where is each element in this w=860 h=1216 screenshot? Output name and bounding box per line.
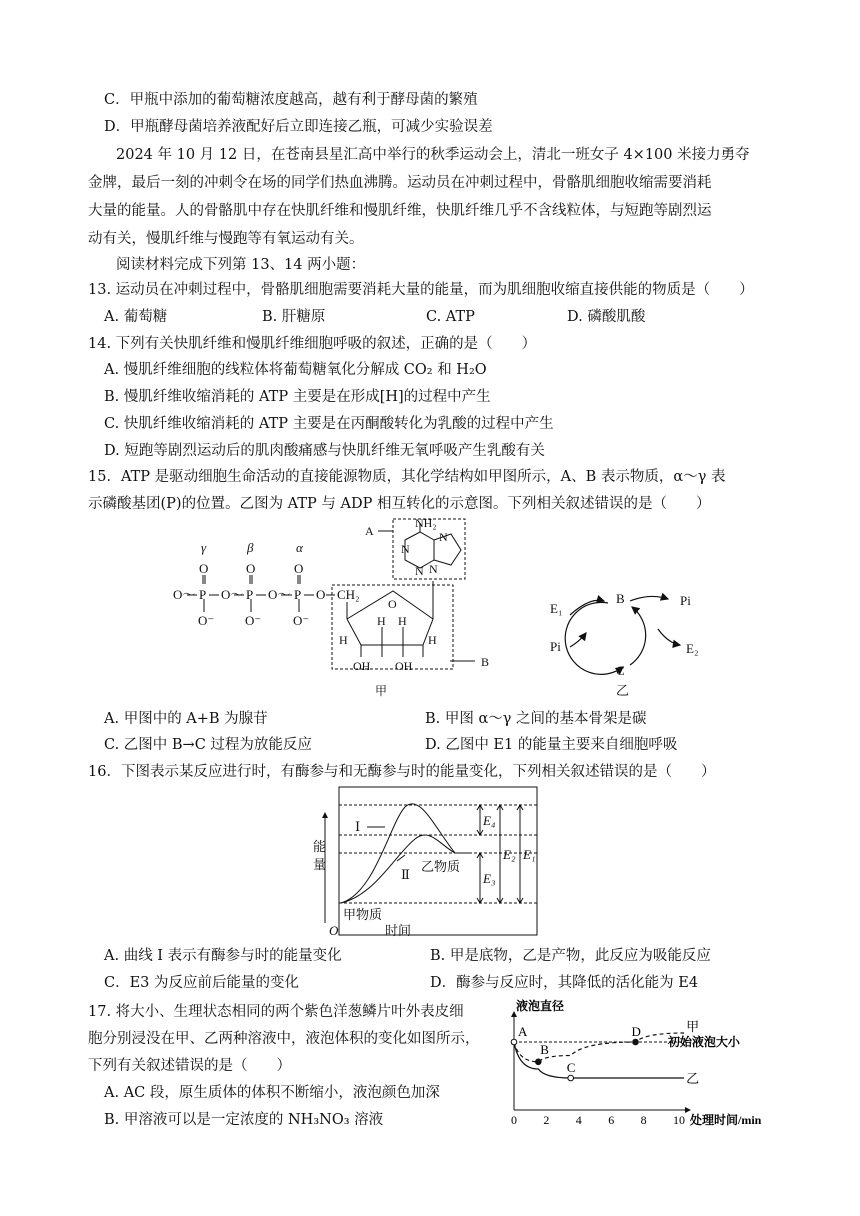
- n-atom-3: N: [415, 564, 424, 578]
- series-label-jia: 甲: [686, 1019, 700, 1034]
- q16-stem: 16．下图表示某反应进行时，有酶参与和无酶参与时的能量变化，下列相关叙述错误的是（ ）: [88, 764, 716, 780]
- h-3: H: [398, 614, 407, 628]
- q14-stem: 14. 下列有关快肌纤维和慢肌纤维细胞呼吸的叙述，正确的是（ ）: [88, 336, 537, 352]
- q15-option-a: A. 甲图中的 A+B 为腺苷: [104, 711, 268, 727]
- enzyme-energy-figure: [305, 783, 545, 943]
- q17-stem-line-1: 17. 将大小、生理状态相同的两个紫色洋葱鳞片叶外表皮细: [88, 1004, 464, 1020]
- x-tick-label: 0: [511, 1113, 517, 1127]
- c-node: C: [616, 663, 625, 678]
- ylabel-energy-2: 量: [313, 857, 327, 872]
- q16-option-d: D．酶参与反应时，其降低的活化能为 E4: [430, 975, 699, 991]
- passage-line-1: 2024 年 10 月 12 日，在苍南县星汇高中举行的秋季运动会上，清北一班女子 4×100 米接力勇夺: [116, 147, 750, 163]
- q16-option-c: C．E3 为反应前后能量的变化: [104, 975, 300, 991]
- h-4: H: [428, 633, 437, 647]
- chart-xlabel: 处理时间/min: [690, 1113, 762, 1127]
- n-atom-4: N: [429, 562, 438, 576]
- prev-option-c: C．甲瓶中添加的葡萄糖浓度越高，越有利于酵母菌的繁殖: [104, 92, 478, 108]
- q13-option-b: B. 肝糖原: [262, 309, 326, 325]
- n-atom-1: N: [401, 542, 410, 556]
- alpha-label: α: [296, 540, 303, 555]
- vacuole-diameter-chart: [500, 998, 770, 1133]
- xlabel-time: 时间: [385, 923, 412, 938]
- x-tick-label: 2: [543, 1113, 550, 1127]
- substrate-label: 甲物质: [343, 907, 383, 922]
- gamma-label: γ: [201, 540, 207, 555]
- x-tick-label: 6: [608, 1113, 615, 1127]
- e3-label: E₃: [483, 871, 496, 886]
- label-a: A: [365, 524, 374, 538]
- atp-structure-figure: [165, 515, 520, 700]
- ch2-label: CH₂: [337, 587, 360, 602]
- nh2-label: NH₂: [415, 516, 437, 530]
- pi-out-label: Pi: [680, 593, 691, 608]
- q13-option-a: A. 葡萄糖: [104, 309, 168, 325]
- passage-line-4: 动有关，慢肌纤维与慢跑等有氧运动有关。: [88, 231, 364, 247]
- pi-in-label: Pi: [550, 639, 561, 654]
- x-tick-label: 8: [640, 1113, 647, 1127]
- q13-stem: 13. 运动员在冲刺过程中，骨骼肌细胞需要消耗大量的能量，而为肌细胞收缩直接供能的物质是（ ）: [88, 282, 754, 298]
- n-atom-2: N: [439, 530, 448, 544]
- q17-option-b: B. 甲溶液可以是一定浓度的 NH₃NO₃ 溶液: [104, 1112, 384, 1128]
- o-minus-alpha: O⁻: [293, 613, 310, 628]
- h-1: H: [339, 633, 348, 647]
- q14-option-d: D. 短跑等剧烈运动后的肌肉酸痛感与快肌纤维无氧呼吸产生乳酸有关: [104, 443, 545, 459]
- ring-oxygen: O: [388, 597, 397, 611]
- q15-option-c: C. 乙图中 B→C 过程为放能反应: [104, 737, 312, 753]
- q13-option-d: D. 磷酸肌酸: [567, 309, 646, 325]
- e2-label: E₂: [686, 641, 699, 656]
- o-terminal: O～: [173, 587, 196, 602]
- curve-i-label: Ⅰ: [355, 819, 361, 834]
- b-node: B: [616, 591, 625, 606]
- p-beta: P: [246, 587, 254, 602]
- q14-option-b: B. 慢肌纤维收缩消耗的 ATP 主要是在形成[H]的过程中产生: [104, 389, 491, 405]
- p-alpha: P: [294, 587, 302, 602]
- o-bridge-2: O～: [268, 587, 291, 602]
- point-label-b: B: [540, 1041, 549, 1057]
- point-a: [511, 1039, 517, 1045]
- q13-option-c: C. ATP: [426, 309, 475, 325]
- o-top-beta: O: [246, 561, 256, 576]
- h-2: H: [377, 614, 386, 628]
- point-label-c: C: [566, 1060, 576, 1075]
- oh-1: OH: [353, 659, 371, 673]
- q15-option-b: B. 甲图 α～γ 之间的基本骨架是碳: [425, 711, 647, 727]
- q15-stem-line-2: 示磷酸基团(P)的位置。乙图为 ATP 与 ADP 相互转化的示意图。下列相关叙述错误的是（ ）: [88, 496, 711, 512]
- chart-ylabel: 液泡直径: [516, 999, 565, 1013]
- e4-label: E₄: [483, 813, 496, 828]
- point-b: [536, 1059, 542, 1065]
- q15-stem-line-1: 15．ATP 是驱动细胞生命活动的直接能源物质，其化学结构如甲图所示，A、B 表示物质，α～γ 表: [88, 469, 726, 485]
- ylabel-energy-1: 能: [313, 839, 327, 854]
- o-bridge-1: O～: [221, 587, 244, 602]
- initial-size-label: 初始液泡大小: [667, 1035, 740, 1049]
- e1-label: E₁: [550, 601, 563, 616]
- passage-instruction: 阅读材料完成下列第 13、14 两小题：: [116, 257, 366, 273]
- point-label-a: A: [518, 1024, 528, 1039]
- prev-option-d: D．甲瓶酵母菌培养液配好后立即连接乙瓶，可减少实验误差: [104, 119, 493, 135]
- q17-stem-line-3: 下列有关叙述错误的是（ ）: [88, 1058, 291, 1074]
- passage-line-3: 大量的能量。人的骨骼肌中存在快肌纤维和慢肌纤维，快肌纤维几乎不含线粒体，与短跑等剧烈运: [88, 203, 712, 219]
- series-label-yi: 乙: [686, 1071, 700, 1086]
- q16-option-b: B. 甲是底物，乙是产物，此反应为吸能反应: [430, 948, 711, 964]
- q14-option-c: C. 快肌纤维收缩消耗的 ATP 主要是在丙酮酸转化为乳酸的过程中产生: [104, 416, 554, 432]
- o-top-alpha: O: [294, 561, 304, 576]
- oh-2: OH: [395, 659, 413, 673]
- q15-option-d: D. 乙图中 E1 的能量主要来自细胞呼吸: [425, 737, 678, 753]
- o-minus-beta: O⁻: [245, 613, 262, 628]
- label-b: B: [481, 655, 490, 669]
- point-d: [633, 1039, 639, 1045]
- q14-option-a: A. 慢肌纤维细胞的线粒体将葡萄糖氧化分解成 CO₂ 和 H₂O: [104, 362, 487, 378]
- origin-label: O: [329, 923, 339, 938]
- q16-option-a: A. 曲线 I 表示有酶参与时的能量变化: [104, 948, 342, 964]
- product-label: 乙物质: [421, 859, 461, 874]
- atp-adp-cycle-figure: [540, 585, 720, 700]
- o-ester: O: [316, 587, 326, 602]
- q17-option-a: A. AC 段，原生质体的体积不断缩小，液泡颜色加深: [104, 1085, 440, 1101]
- beta-label: β: [247, 540, 254, 555]
- point-label-d: D: [631, 1024, 641, 1039]
- x-tick-label: 4: [575, 1113, 582, 1127]
- e1-label: E₁: [523, 847, 536, 862]
- curve-ii-label: Ⅱ: [401, 867, 410, 882]
- p-gamma: P: [199, 587, 207, 602]
- q17-stem-line-2: 胞分别浸没在甲、乙两种溶液中，液泡体积的变化如图所示，: [88, 1031, 480, 1047]
- figure-caption-jia: 甲: [375, 684, 388, 698]
- o-minus-gamma: O⁻: [198, 613, 215, 628]
- e2-label: E₂: [503, 847, 516, 862]
- figure-caption-yi: 乙: [616, 683, 630, 698]
- o-top-gamma: O: [199, 561, 209, 576]
- x-tick-label: 10: [673, 1113, 685, 1127]
- point-c: [568, 1075, 574, 1081]
- passage-line-2: 金牌，最后一刻的冲刺令在场的同学们热血沸腾。运动员在冲刺过程中，骨骼肌细胞收缩需要消耗: [88, 175, 712, 191]
